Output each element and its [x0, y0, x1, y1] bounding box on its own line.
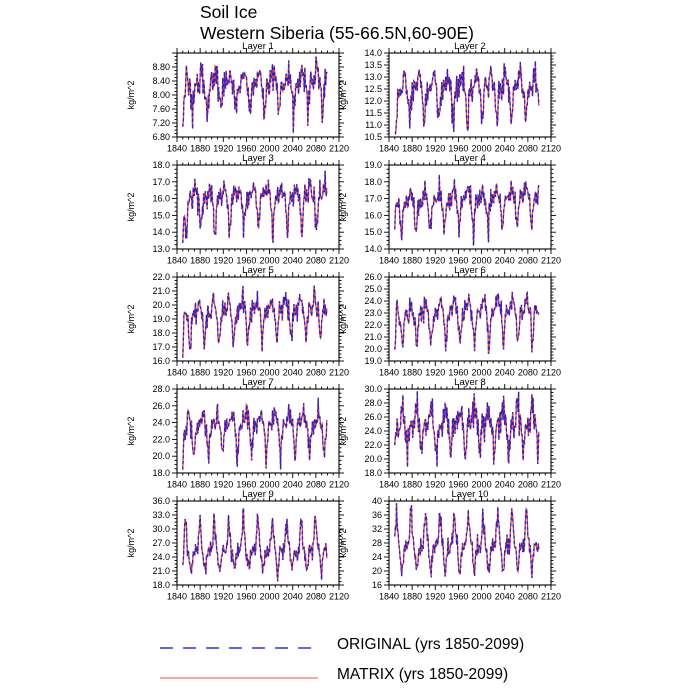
x-tick-label: 1960	[448, 255, 469, 266]
y-tick-label: 28.0	[152, 384, 170, 394]
x-tick-label: 1920	[425, 255, 446, 266]
y-tick-label: 24.0	[152, 552, 170, 562]
y-tick-label: 40	[371, 496, 382, 506]
y-axis-label: kg/m^2	[126, 80, 136, 110]
panel-title: Layer 6	[454, 265, 486, 276]
x-tick-label: 1880	[402, 255, 423, 266]
layer-5-chart	[119, 264, 357, 380]
y-tick-label: 22.0	[364, 440, 382, 450]
x-tick-label: 1840	[166, 143, 188, 154]
x-tick-label: 2120	[328, 591, 350, 602]
x-tick-label: 1920	[213, 479, 234, 490]
x-tick-label: 1840	[378, 143, 400, 154]
layer-7-chart	[119, 376, 357, 492]
y-tick-label: 27.0	[152, 538, 170, 548]
page-title-line1: Soil Ice	[200, 2, 258, 22]
y-tick-label: 20.0	[152, 300, 170, 310]
x-tick-label: 1960	[236, 255, 257, 266]
x-tick-label: 2120	[540, 255, 562, 266]
matrix-series-line	[183, 171, 327, 244]
legend-item-original	[0, 636, 700, 660]
y-tick-label: 13.0	[364, 72, 382, 82]
y-tick-label: 6.80	[152, 132, 170, 142]
y-tick-label: 10.5	[364, 132, 382, 142]
layer-10-chart	[328, 488, 569, 604]
y-tick-label: 11.0	[365, 120, 382, 130]
y-tick-label: 25.0	[364, 284, 382, 294]
panel-title: Layer 4	[454, 153, 486, 164]
legend-label-matrix: MATRIX (yrs 1850-2099)	[337, 666, 509, 683]
y-tick-label: 7.20	[152, 118, 170, 128]
y-tick-label: 26.0	[364, 412, 382, 422]
y-tick-label: 16.0	[152, 193, 170, 204]
layer-1-chart	[119, 40, 357, 156]
y-tick-label: 22.0	[152, 434, 170, 445]
y-tick-label: 21.0	[152, 286, 170, 296]
x-tick-label: 1920	[425, 143, 446, 154]
x-tick-label: 1960	[448, 591, 469, 602]
page-title-line2: Western Siberia (55-66.5N,60-90E)	[200, 23, 474, 43]
x-tick-label: 1920	[425, 479, 446, 490]
y-tick-label: 14.0	[364, 244, 382, 254]
y-tick-label: 26.0	[364, 272, 382, 282]
x-tick-label: 2120	[328, 479, 350, 490]
x-tick-label: 1960	[236, 479, 257, 490]
x-tick-label: 1840	[378, 367, 400, 378]
x-tick-label: 2120	[540, 143, 562, 154]
y-tick-label: 16	[371, 580, 382, 590]
y-axis-label: kg/m^2	[338, 528, 348, 558]
y-tick-label: 24.0	[364, 426, 382, 436]
y-tick-label: 12.5	[364, 84, 382, 94]
y-tick-label: 13.0	[152, 244, 170, 254]
y-tick-label: 21.0	[364, 332, 382, 342]
x-tick-label: 2000	[471, 479, 492, 490]
x-tick-label: 1880	[190, 591, 211, 602]
x-tick-label: 1920	[213, 591, 234, 602]
y-tick-label: 26.0	[152, 400, 170, 411]
page-title	[200, 2, 474, 44]
x-tick-label: 1960	[236, 143, 257, 154]
y-tick-label: 36	[371, 510, 382, 520]
matrix-series-line	[395, 292, 539, 354]
x-tick-label: 2000	[471, 143, 492, 154]
panel-title: Layer 1	[242, 41, 274, 52]
y-tick-label: 24	[371, 552, 382, 562]
y-axis-label: kg/m^2	[338, 304, 348, 334]
x-tick-label: 2120	[540, 591, 562, 602]
legend-label-original: ORIGINAL (yrs 1850-2099)	[337, 636, 525, 653]
x-tick-label: 2120	[328, 255, 350, 266]
x-tick-label: 2080	[517, 591, 538, 602]
y-tick-label: 28.0	[364, 398, 382, 408]
x-tick-label: 1920	[213, 143, 234, 154]
y-tick-label: 22.0	[364, 320, 382, 330]
y-tick-label: 19.0	[364, 356, 382, 366]
x-tick-label: 2000	[471, 367, 492, 378]
y-tick-label: 8.40	[152, 76, 170, 86]
layer-6-chart	[328, 264, 569, 380]
y-tick-label: 16.0	[364, 210, 382, 221]
x-tick-label: 2080	[305, 255, 326, 266]
panel-title: Layer 10	[451, 489, 489, 500]
matrix-series-line	[183, 57, 327, 134]
original-series-line	[395, 175, 539, 246]
x-tick-label: 2040	[282, 255, 303, 266]
panel-title: Layer 2	[454, 41, 486, 52]
matrix-series-line	[183, 286, 327, 358]
y-tick-label: 15.0	[152, 210, 170, 221]
y-tick-label: 18.0	[152, 160, 170, 170]
legend-item-matrix	[0, 666, 700, 690]
y-axis-label: kg/m^2	[126, 192, 136, 222]
matrix-series-line	[395, 503, 539, 578]
x-tick-label: 2040	[494, 479, 515, 490]
x-tick-label: 2080	[305, 591, 326, 602]
x-tick-label: 2000	[259, 479, 280, 490]
x-tick-label: 1960	[448, 367, 469, 378]
x-tick-label: 1840	[378, 255, 400, 266]
layer-3-chart	[119, 152, 357, 268]
x-tick-label: 1840	[166, 591, 188, 602]
x-tick-label: 2040	[282, 367, 303, 378]
y-axis-label: kg/m^2	[126, 304, 136, 334]
y-tick-label: 19.0	[152, 314, 170, 324]
y-tick-label: 24.0	[152, 417, 170, 428]
y-tick-label: 20.0	[364, 454, 382, 464]
y-tick-label: 18.0	[152, 580, 170, 590]
x-tick-label: 1880	[190, 479, 211, 490]
matrix-series-line	[183, 398, 327, 470]
x-tick-label: 1880	[402, 479, 423, 490]
x-tick-label: 2040	[494, 367, 515, 378]
y-tick-label: 20.0	[364, 344, 382, 354]
x-tick-label: 2080	[305, 367, 326, 378]
matrix-series-line	[395, 175, 539, 246]
x-tick-label: 1960	[448, 479, 469, 490]
x-tick-label: 2120	[540, 367, 562, 378]
x-tick-label: 2040	[282, 591, 303, 602]
y-tick-label: 15.0	[364, 227, 382, 238]
panel-title: Layer 7	[242, 377, 274, 388]
y-tick-label: 21.0	[152, 566, 170, 576]
matrix-series-line	[395, 391, 539, 467]
x-tick-label: 2080	[517, 367, 538, 378]
x-tick-label: 2120	[328, 143, 350, 154]
x-tick-label: 1840	[166, 367, 188, 378]
y-tick-label: 17.0	[152, 342, 170, 352]
x-tick-label: 1960	[236, 367, 257, 378]
panel-title: Layer 8	[454, 377, 486, 388]
x-tick-label: 2040	[494, 591, 515, 602]
x-tick-label: 2040	[282, 143, 303, 154]
original-series-line	[183, 398, 327, 470]
y-tick-label: 17.0	[364, 193, 382, 204]
y-tick-label: 24.0	[364, 296, 382, 306]
x-tick-label: 2120	[540, 479, 562, 490]
y-axis-label: kg/m^2	[338, 192, 348, 222]
x-tick-label: 1880	[402, 367, 423, 378]
y-tick-label: 8.80	[152, 62, 170, 72]
y-axis-label: kg/m^2	[338, 416, 348, 446]
y-tick-label: 28	[371, 538, 382, 548]
y-tick-label: 20	[371, 566, 382, 576]
x-tick-label: 2000	[259, 367, 280, 378]
layer-9-chart	[119, 488, 357, 604]
layer-8-chart	[328, 376, 569, 492]
x-tick-label: 2040	[282, 479, 303, 490]
y-tick-label: 18.0	[152, 328, 170, 338]
x-tick-label: 1960	[236, 591, 257, 602]
x-tick-label: 2080	[517, 479, 538, 490]
x-tick-label: 2040	[494, 255, 515, 266]
y-axis-label: kg/m^2	[338, 80, 348, 110]
y-tick-label: 18.0	[152, 468, 170, 478]
x-tick-label: 1880	[190, 255, 211, 266]
x-tick-label: 2000	[471, 255, 492, 266]
y-tick-label: 8.00	[152, 90, 170, 100]
x-tick-label: 1880	[402, 591, 423, 602]
x-tick-label: 1920	[213, 367, 234, 378]
x-tick-label: 1920	[425, 591, 446, 602]
layer-4-chart	[328, 152, 569, 268]
y-tick-label: 30.0	[152, 524, 170, 534]
x-tick-label: 2040	[494, 143, 515, 154]
x-tick-label: 2000	[259, 143, 280, 154]
x-tick-label: 2080	[517, 143, 538, 154]
x-tick-label: 2000	[259, 591, 280, 602]
y-axis-label: kg/m^2	[126, 416, 136, 446]
y-tick-label: 18.0	[364, 468, 382, 478]
layer-2-chart	[328, 40, 569, 156]
y-tick-label: 16.0	[152, 356, 170, 366]
y-axis-label: kg/m^2	[126, 528, 136, 558]
x-tick-label: 1920	[425, 367, 446, 378]
y-tick-label: 11.5	[365, 108, 382, 118]
x-tick-label: 2000	[259, 255, 280, 266]
x-tick-label: 2120	[328, 367, 350, 378]
x-tick-label: 1920	[213, 255, 234, 266]
y-tick-label: 13.5	[364, 60, 382, 70]
y-tick-label: 30.0	[364, 384, 382, 394]
original-series-line	[183, 171, 327, 243]
y-tick-label: 20.0	[152, 451, 170, 462]
y-tick-label: 18.0	[364, 176, 382, 187]
y-tick-label: 23.0	[364, 308, 382, 318]
x-tick-label: 2080	[305, 479, 326, 490]
x-tick-label: 1840	[166, 255, 188, 266]
y-tick-label: 19.0	[364, 160, 382, 170]
x-tick-label: 1880	[190, 143, 211, 154]
y-tick-label: 32	[371, 524, 382, 534]
y-tick-label: 33.0	[152, 510, 170, 520]
y-tick-label: 12.0	[364, 96, 382, 106]
x-tick-label: 1880	[190, 367, 211, 378]
y-tick-label: 7.60	[152, 104, 170, 114]
x-tick-label: 1840	[378, 591, 400, 602]
x-tick-label: 2000	[471, 591, 492, 602]
x-tick-label: 1840	[378, 479, 400, 490]
y-tick-label: 17.0	[152, 176, 170, 187]
y-tick-label: 22.0	[152, 272, 170, 282]
x-tick-label: 1960	[448, 143, 469, 154]
y-tick-label: 36.0	[152, 496, 170, 506]
original-series-line	[395, 61, 539, 134]
panel-title: Layer 5	[242, 265, 274, 276]
x-tick-label: 1880	[402, 143, 423, 154]
y-tick-label: 14.0	[364, 48, 382, 58]
x-tick-label: 2080	[517, 255, 538, 266]
original-series-line	[183, 508, 327, 581]
panel-title: Layer 9	[242, 489, 274, 500]
x-tick-label: 1840	[166, 479, 188, 490]
panel-title: Layer 3	[242, 153, 274, 164]
x-tick-label: 2080	[305, 143, 326, 154]
y-tick-label: 14.0	[152, 227, 170, 238]
